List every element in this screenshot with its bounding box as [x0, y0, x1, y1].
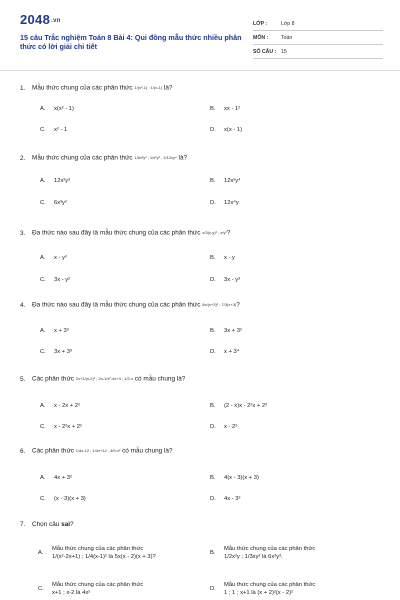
option-b[interactable]: B. Mẫu thức chung của các phân thức 1/2x²y ; 1/3xy² là 6x³y³.	[210, 546, 316, 560]
fraction-expression: 2x+1/(x-2)² ; 2x-1/x²-4x+4 ; 1/2-x	[75, 376, 134, 381]
fraction-expression: 1/4x-12 ; 1/4x+12 ; 4/9-x²	[75, 448, 121, 453]
question-6: 6. Các phân thức 1/4x-12 ; 1/4x+12 ; 4/9-x² có mẫu chung là? A. 4x + 3² B. 4(x - 3)(x + 3) C. (x - 3)(x + 3) D. 4x - 3²	[20, 447, 259, 502]
meta-row-subject: MÔN : Toán	[253, 31, 383, 45]
option-c[interactable]: C. 3x + 3³	[40, 349, 72, 355]
option-d[interactable]: D. 12x⁴y	[210, 200, 239, 206]
question-5: 5. Các phân thức 2x+1/(x-2)² ; 2x-1/x²-4x+4 ; 1/2-x có mẫu chung là? A. x - 2x + 2² B. (2 - x)x - 2²x + 2² C. x - 2²x + 2² D. x - 2²	[20, 375, 267, 430]
meta-table	[253, 17, 383, 59]
question-text: Đa thức nào sau đây là mẫu thức chung của các phân thức	[32, 229, 201, 237]
question-text: Chọn câu	[32, 521, 60, 528]
question-7: 7. Chọn câu sai? A. Mẫu thức chung của các phân thức 1/(x²-2x+1) ; 1/4(x-1)² là 5x(x - 2)(x + 3)? B. Mẫu thức chung của các phân thức 1/2x²y ; 1/3xy² là 6x³y³. C. Mẫu thức chung của các phân thức x+1 ; x-2 là 4x² D. Mẫu thức chung của các phân thức 1 ; 1 ; x+1 là (x + 2)²(x - 2)²	[20, 520, 385, 598]
question-text: Mẫu thức chung của các phân thức	[32, 84, 133, 92]
option-d[interactable]: D. x - 2²	[210, 424, 238, 430]
meta-row-count: SỐ CÂU : 15	[253, 45, 383, 59]
option-a[interactable]: A. x - 2x + 2²	[40, 403, 80, 409]
option-c[interactable]: C. Mẫu thức chung của các phân thức x+1 ; x-2 là 4x²	[38, 582, 144, 596]
option-c[interactable]: C. (x - 3)(x + 3)	[40, 496, 86, 502]
fraction-expression: x/3(x-y)² ; x/y²	[202, 230, 227, 235]
fraction-expression: 5x/(x+3)³ ; 7/3(x+3)	[202, 302, 237, 307]
question-text: Các phân thức	[32, 447, 74, 455]
question-4: 4. Đa thức nào sau đây là mẫu thức chung của các phân thức 5x/(x+3)³ ; 7/3(x+3)? A. x + 3³ B. 3x + 3² C. 3x + 3³ D. x + 3⁴	[20, 301, 242, 355]
question-text: Các phân thức	[32, 375, 74, 383]
question-text: Đa thức nào sau đây là mẫu thức chung của các phân thức	[32, 301, 201, 309]
question-text: Mẫu thức chung của các phân thức	[32, 154, 133, 162]
option-b[interactable]: B. 4(x - 3)(x + 3)	[210, 475, 259, 481]
option-b[interactable]: B. (2 - x)x - 2²x + 2²	[210, 403, 267, 409]
option-c[interactable]: C. x - 2²x + 2²	[40, 424, 82, 430]
option-b[interactable]: B. 12x²y⁴	[210, 178, 241, 184]
option-c[interactable]: C. 6x³y²	[40, 200, 67, 206]
option-a[interactable]: A. x - y²	[40, 255, 67, 261]
fraction-expression: 1/(x²-1) ; 1/(x-1)	[134, 85, 163, 90]
divider	[0, 70, 400, 71]
question-3: 3. Đa thức nào sau đây là mẫu thức chung của các phân thức x/3(x-y)² ; x/y²? A. x - y² B. x - y C. 3x - y² D. 3x - y³	[20, 229, 241, 283]
option-c[interactable]: C. 3x - y²	[40, 277, 71, 283]
option-d[interactable]: D. 3x - y³	[210, 277, 241, 283]
site-logo[interactable]: 2048.vn	[20, 12, 61, 27]
fraction-expression: 1/6x²y² ; 1/x²y³ ; 1/12xy⁴	[134, 155, 177, 160]
option-a[interactable]: A. Mẫu thức chung của các phân thức 1/(x²-2x+1) ; 1/4(x-1)² là 5x(x - 2)(x + 3)?	[38, 546, 156, 560]
option-d[interactable]: D. 4x - 3²	[210, 496, 241, 502]
option-c[interactable]: C. x² - 1	[40, 127, 68, 133]
option-b[interactable]: B. x - y	[210, 255, 235, 261]
option-d[interactable]: D. Mẫu thức chung của các phân thức 1 ; 1 ; x+1 là (x + 2)²(x - 2)²	[210, 582, 316, 596]
option-a[interactable]: A. x(x² - 1)	[40, 106, 74, 112]
option-d[interactable]: D. x + 3⁴	[210, 349, 240, 355]
option-a[interactable]: A. x + 3³	[40, 328, 69, 334]
option-d[interactable]: D. x(x - 1)	[210, 127, 243, 133]
option-a[interactable]: A. 12x²y³	[40, 178, 71, 184]
option-b[interactable]: B. xx - 1²	[210, 106, 241, 112]
meta-row-class: LỚP : Lớp 8	[253, 17, 383, 31]
question-2: 2. Mẫu thức chung của các phân thức 1/6x²y² ; 1/x²y³ ; 1/12xy⁴ là? A. 12x²y³ B. 12x²y⁴ C. 6x³y² D. 12x⁴y	[20, 154, 241, 206]
option-a[interactable]: A. 4x + 3²	[40, 475, 72, 481]
document-title: 15 câu Trắc nghiệm Toán 8 Bài 4: Qui đồng mẫu thức nhiều phân thức có lời giải chi tiết	[20, 33, 242, 51]
option-b[interactable]: B. 3x + 3²	[210, 328, 242, 334]
question-1: 1. Mẫu thức chung của các phân thức 1/(x²-1) ; 1/(x-1) là? A. x(x² - 1) B. xx - 1² C. x² - 1 D. x(x - 1)	[20, 84, 243, 133]
